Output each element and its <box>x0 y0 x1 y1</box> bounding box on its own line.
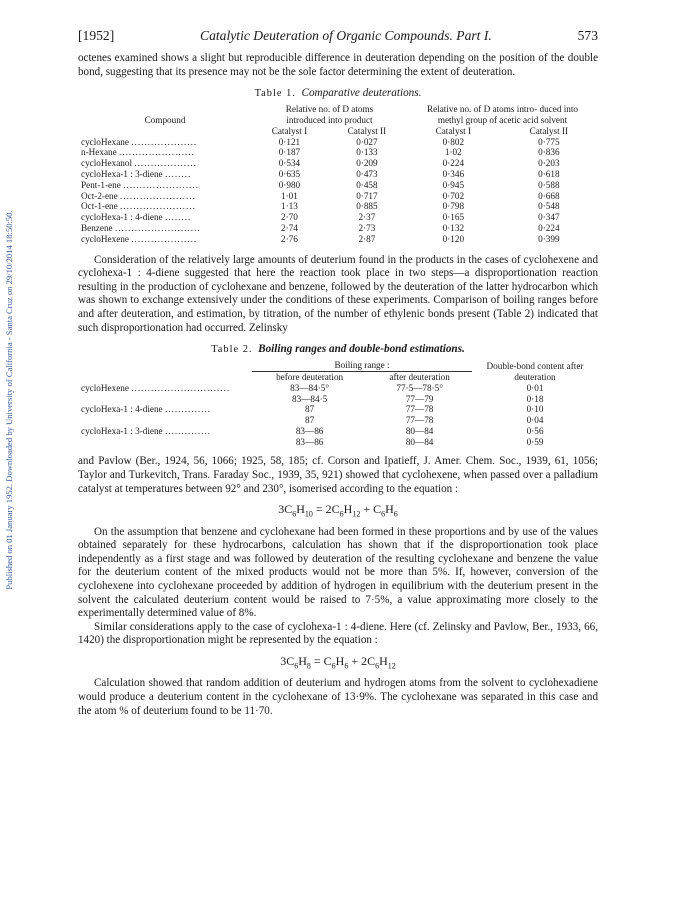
table1-value-cell: 0·588 <box>538 179 560 190</box>
paragraph-octenes: octenes examined shows a slight but reproducible difference in deuteration depending on the position of the double bond, suggesting that its presence may not be the sole factor determining the extent of deuteration. <box>78 52 598 78</box>
table1-value-cell: 0·347 <box>538 212 560 223</box>
table1-value-cell: 0·618 <box>538 168 560 179</box>
table2-before-cell: 83—84·5° <box>290 382 330 393</box>
compound-name: Oct-2-ene <box>81 190 118 201</box>
table1-label: Table 1. <box>254 88 296 100</box>
paragraph-disproportionation: Consideration of the relatively large amounts of deuterium found in the products in the cases of cyclohexene and cyclohexa-1 : 4-diene suggested that here the reaction took place in two steps—a disproportionation reaction resulting in the production of cyclohexane and benzene, followed by the deuteration of the latter hydrocarbon which was shown to exchange extensively under the conditions of these experiments. Comparison of boiling ranges before and after deuteration, and estimation, by titration, of the number of ethylenic bonds present (Table 2) indicated that such disproportionation had occurred. Zelinsky <box>78 253 598 334</box>
paragraph-zelinsky: and Pavlow (Ber., 1924, 56, 1066; 1925, 58, 185; cf. Corson and Ipatieff, J. Amer. Chem. Soc., 1939, 61, 1056; Taylor and Turkevitch, Trans. Faraday Soc., 1939, 35, 921) showed that cyclohexene, when passed over a palladium catalyst at temperatures between 92° and 230°, isomerised according to the equation : <box>78 455 598 495</box>
table1-row <box>78 158 598 169</box>
table1-compound-cell <box>78 137 252 148</box>
table1-compound-cell <box>78 223 252 234</box>
dot-leader: .............. <box>164 425 212 436</box>
table2-after-cell: 77—78 <box>405 404 434 415</box>
table2-label: Table 2. <box>211 344 253 356</box>
equation-cyclohexadiene: $3C_6H_8 = C_6H_6 + 2C_6H_{12}$ <box>280 654 396 671</box>
table1-row <box>78 137 598 148</box>
table2-db-cell: 0·01 <box>526 382 544 393</box>
table2-header-after: after deuteration <box>367 371 472 382</box>
table2-compound-cell <box>78 383 252 394</box>
table1-value-cell: 0·836 <box>538 147 560 158</box>
download-notice <box>0 80 20 720</box>
table1-value-cell: 0·945 <box>442 179 465 190</box>
table1-value-cell: 0·165 <box>442 212 465 223</box>
table1-value-cell: 0·346 <box>442 168 465 179</box>
table1-row <box>78 191 598 202</box>
table1-comparative-deuterations <box>78 104 598 244</box>
dot-leader: .............. <box>164 404 212 415</box>
table2-title: Boiling ranges and double-bond estimations. <box>258 343 465 356</box>
table1-compound-cell <box>78 234 252 245</box>
table2-before-cell: 83—86 <box>295 436 324 447</box>
table2-after-cell: 77·5—78·5° <box>396 382 443 393</box>
table1-value-cell: 0·133 <box>356 147 378 158</box>
compound-name: cycloHexa-1 : 4-diene <box>81 404 163 415</box>
compound-name: cycloHexa-1 : 3-diene <box>81 425 163 436</box>
table2-before-cell: 83—84·5 <box>292 393 328 404</box>
table2-db-cell: 0·59 <box>526 436 544 447</box>
table2-compound-cell <box>78 404 252 415</box>
table1-row <box>78 169 598 180</box>
table1-value-cell: 0·702 <box>442 190 465 201</box>
table1-value-cell: 0·458 <box>356 179 378 190</box>
table1-value-cell: 0·209 <box>356 158 378 169</box>
table1-value-cell: 0·980 <box>278 179 301 190</box>
table2-row <box>78 437 598 448</box>
table2-before-cell: 87 <box>305 404 315 415</box>
table2-header-boiling: Boiling range : <box>334 360 390 371</box>
table1-header-product: Relative no. of D atoms introduced into product <box>285 104 374 125</box>
table2-after-cell: 80—84 <box>405 425 434 436</box>
table2-after-cell: 77—79 <box>405 393 434 404</box>
table2-before-cell: 87 <box>305 415 315 426</box>
dot-leader: ....................... <box>120 201 196 212</box>
table1-body <box>78 137 598 245</box>
table1-row <box>78 180 598 191</box>
table1-value-cell: 2·70 <box>281 212 298 223</box>
table2-row <box>78 383 598 394</box>
table2-header-before: before deuteration <box>252 371 367 382</box>
table1-value-cell: 0·548 <box>538 201 560 212</box>
table1-value-cell: 0·717 <box>356 190 378 201</box>
table2-caption <box>78 343 598 355</box>
table1-value-cell: 0·635 <box>278 168 301 179</box>
table2-after-cell: 80—84 <box>405 436 434 447</box>
table1-row <box>78 201 598 212</box>
table2-compound-cell <box>78 426 252 437</box>
dot-leader: ................... <box>134 158 197 169</box>
table1-value-cell: 0·120 <box>442 233 465 244</box>
table1-value-cell: 1·01 <box>281 190 298 201</box>
download-notice-text: Published on 01 January 1952. Downloaded by University of California - Santa Cruz on 29/10/2014 18:50:50. <box>4 210 14 590</box>
paragraph-calculation: Calculation showed that random addition of deuterium and hydrogen atoms from the solvent to cyclohexadiene would produce a deuterium content in the cyclohexane of 13·9%. The cyclohexane was separated in this case and the atom % of deuterium found to be 11·70. <box>78 677 598 717</box>
table1-value-cell: 0·885 <box>356 201 378 212</box>
table1-value-cell: 2·74 <box>281 222 298 233</box>
table1-value-cell: 2·73 <box>358 222 376 233</box>
table1-value-cell: 0·224 <box>538 222 560 233</box>
paper-page <box>78 28 598 718</box>
compound-name: Pent-1-ene <box>81 179 121 190</box>
table1-value-cell: 2·37 <box>358 212 376 223</box>
table2-row <box>78 394 598 405</box>
table2-after-cell: 77—78 <box>405 415 434 426</box>
table2-before-cell: 83—86 <box>295 425 324 436</box>
table2-compound-cell <box>78 437 252 448</box>
table1-subhead-cat2-solvent: Catalyst II <box>529 125 569 136</box>
table2-row <box>78 426 598 437</box>
compound-name: cycloHexa-1 : 3-diene <box>81 168 163 179</box>
table1-value-cell: 0·668 <box>538 190 560 201</box>
table1-caption <box>78 87 598 99</box>
table1-compound-cell <box>78 147 252 158</box>
compound-name: Oct-1-ene <box>81 201 118 212</box>
table1-compound-cell <box>78 201 252 212</box>
table1-title: Comparative deuterations. <box>301 87 422 100</box>
table1-subhead-cat2-product: Catalyst II <box>347 125 387 136</box>
table1-value-cell: 0·187 <box>278 147 301 158</box>
table1-value-cell: 0·534 <box>278 158 301 169</box>
table1-compound-cell <box>78 158 252 169</box>
table1-value-cell: 0·473 <box>356 168 378 179</box>
table1-value-cell: 0·121 <box>278 136 301 147</box>
running-header <box>78 28 598 44</box>
table1-value-cell: 0·224 <box>442 158 465 169</box>
table1-value-cell: 2·76 <box>281 233 298 244</box>
table1-subhead-cat1-solvent: Catalyst I <box>435 125 472 136</box>
table2-db-cell: 0·56 <box>526 425 544 436</box>
header-year: [1952] <box>78 28 115 43</box>
table1-compound-cell <box>78 169 252 180</box>
table1-value-cell: 0·798 <box>442 201 465 212</box>
table1-header-compound: Compound <box>144 114 186 125</box>
table1-value-cell: 2·87 <box>358 233 376 244</box>
table1-row <box>78 223 598 234</box>
compound-name: cycloHexanol <box>81 158 133 169</box>
table1-compound-cell <box>78 180 252 191</box>
dot-leader: ........ <box>164 212 192 223</box>
table1-subhead-cat1-product: Catalyst I <box>271 125 308 136</box>
table1-value-cell: 0·399 <box>538 233 560 244</box>
table2-db-cell: 0·04 <box>526 415 544 426</box>
table1-value-cell: 0·775 <box>538 136 560 147</box>
compound-name: cycloHexene <box>81 382 129 393</box>
table1-value-cell: 0·802 <box>442 136 465 147</box>
paragraph-assumption: On the assumption that benzene and cyclohexane had been formed in these proportions and by use of the values obtained separately for these hydrocarbons, calculation has shown that if the disproportionation took place independently as a first stage and was followed by deuteration of the resulting cyclohexane and benzene the value for the deuterium content of the mixed products would not be more than 5%. If, however, conversion of the cyclohexene into cyclohexane proceeded by addition of hydrogen in equilibrium with the deuterium present in the solvent the calculated deuterium content would be raised to 7·5%, a value approximating more closely to the experimentally determined value of 8%. <box>78 525 598 620</box>
compound-name: Benzene <box>81 222 113 233</box>
table2-row <box>78 415 598 426</box>
header-page-number: 573 <box>577 28 598 43</box>
table1-value-cell: 1·02 <box>444 147 462 158</box>
dot-leader: .......................... <box>114 222 201 233</box>
compound-name: cycloHexene <box>81 233 129 244</box>
table2-header-double-bond: Double-bond content after deuteration <box>486 361 584 382</box>
dot-leader: .............................. <box>131 382 231 393</box>
dot-leader: .................... <box>131 136 198 147</box>
table2-row <box>78 404 598 415</box>
table1-value-cell: 1·13 <box>281 201 298 212</box>
table2-body <box>78 383 598 448</box>
table2-compound-cell <box>78 394 252 405</box>
table1-value-cell: 0·027 <box>356 136 378 147</box>
dot-leader: ....................... <box>119 147 195 158</box>
table1-value-cell: 0·203 <box>538 158 560 169</box>
header-title: Catalytic Deuteration of Organic Compounds. Part I. <box>200 28 492 43</box>
paragraph-similar: Similar considerations apply to the case of cyclohexa-1 : 4-diene. Here (cf. Zelinsky and Pavlow, Ber., 1933, 66, 1420) the disproportionation might be represented by the equation : <box>78 620 598 647</box>
table2-db-cell: 0·18 <box>526 393 544 404</box>
table2-compound-cell <box>78 415 252 426</box>
table1-row <box>78 147 598 158</box>
table1-compound-cell <box>78 212 252 223</box>
table1-value-cell: 0·132 <box>442 222 465 233</box>
dot-leader: ....................... <box>123 179 199 190</box>
dot-leader: .................... <box>131 233 198 244</box>
dot-leader: ....................... <box>120 190 196 201</box>
table1-row <box>78 212 598 223</box>
table1-compound-cell <box>78 191 252 202</box>
table1-row <box>78 234 598 245</box>
compound-name: cycloHexane <box>81 136 129 147</box>
table1-header-solvent: Relative no. of D atoms intro- duced into methyl group of acetic acid solvent <box>426 104 579 125</box>
compound-name: cycloHexa-1 : 4-diene <box>81 212 163 223</box>
table2-db-cell: 0·10 <box>526 404 544 415</box>
compound-name: n-Hexane <box>81 147 117 158</box>
table2-boiling-ranges <box>78 360 598 447</box>
equation-cyclohexene: $3C_6H_{10} = 2C_6H_{12} + C_6H_6$ <box>278 502 398 519</box>
dot-leader: ........ <box>164 168 192 179</box>
